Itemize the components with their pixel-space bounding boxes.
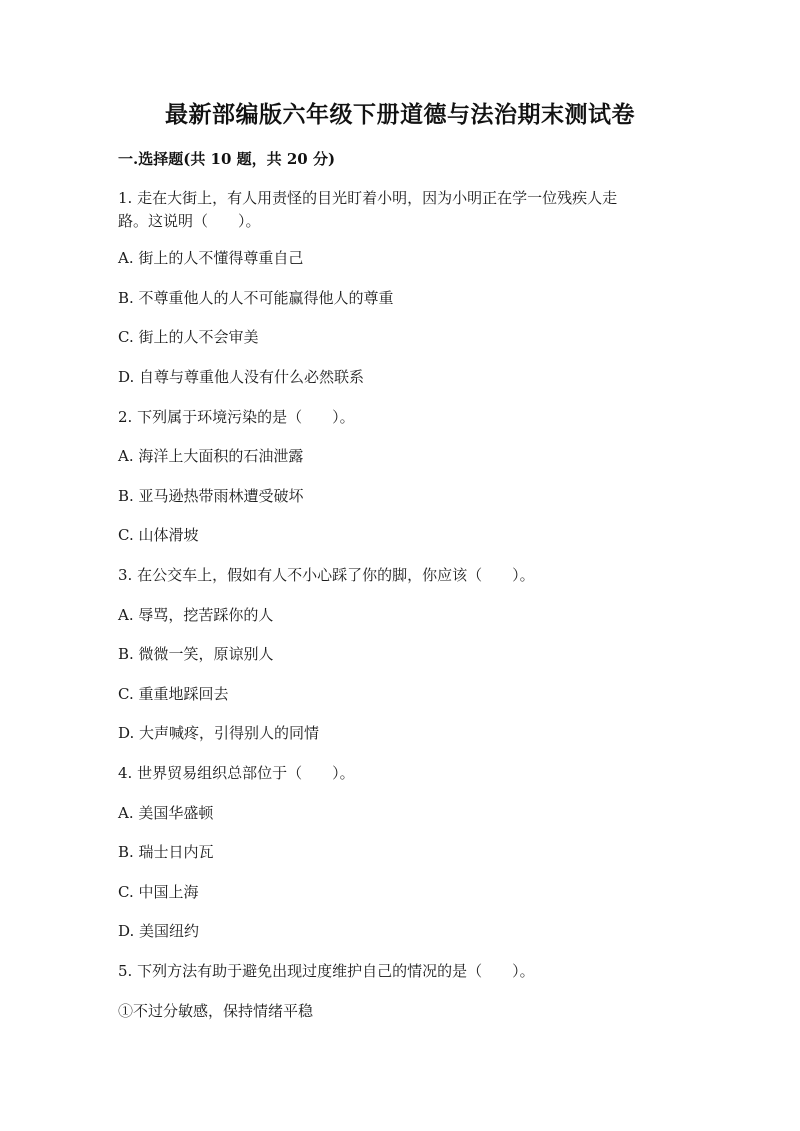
question-3-stem: 3. 在公交车上，假如有人不小心踩了你的脚，你应该（ ）。 <box>118 566 535 584</box>
question-4-option-a: A. 美国华盛顿 <box>118 804 214 822</box>
question-2-stem: 2. 下列属于环境污染的是（ ）。 <box>118 408 355 426</box>
question-1-option-d: D. 自尊与尊重他人没有什么必然联系 <box>118 368 365 386</box>
question-1-option-c: C. 街上的人不会审美 <box>118 328 259 346</box>
question-1-stem-line-2: 路。这说明（ ）。 <box>118 212 261 230</box>
question-1-option-b: B. 不尊重他人的人不可能赢得他人的尊重 <box>118 289 394 307</box>
section-heading: 一.选择题(共 10 题，共 20 分) <box>118 150 336 168</box>
question-5-statement-1: ①不过分敏感，保持情绪平稳 <box>118 1002 314 1020</box>
question-4-stem: 4. 世界贸易组织总部位于（ ）。 <box>118 764 355 782</box>
question-3-option-a: A. 辱骂，挖苦踩你的人 <box>118 606 274 624</box>
question-5-stem: 5. 下列方法有助于避免出现过度维护自己的情况的是（ ）。 <box>118 962 535 980</box>
page-title: 最新部编版六年级下册道德与法治期末测试卷 <box>165 101 635 128</box>
question-2-option-c: C. 山体滑坡 <box>118 526 199 544</box>
question-4-option-d: D. 美国纽约 <box>118 922 200 940</box>
question-1-option-a: A. 街上的人不懂得尊重自己 <box>118 249 304 267</box>
question-3-option-b: B. 微微一笑，原谅别人 <box>118 645 274 663</box>
question-4-option-b: B. 瑞士日内瓦 <box>118 843 214 861</box>
question-3-option-d: D. 大声喊疼，引得别人的同情 <box>118 724 320 742</box>
question-2-option-a: A. 海洋上大面积的石油泄露 <box>118 447 304 465</box>
question-3-option-c: C. 重重地踩回去 <box>118 685 229 703</box>
question-2-option-b: B. 亚马逊热带雨林遭受破坏 <box>118 487 304 505</box>
question-4-option-c: C. 中国上海 <box>118 883 199 901</box>
question-1-stem-line-1: 1. 走在大街上，有人用责怪的目光盯着小明，因为小明正在学一位残疾人走 <box>118 189 618 207</box>
